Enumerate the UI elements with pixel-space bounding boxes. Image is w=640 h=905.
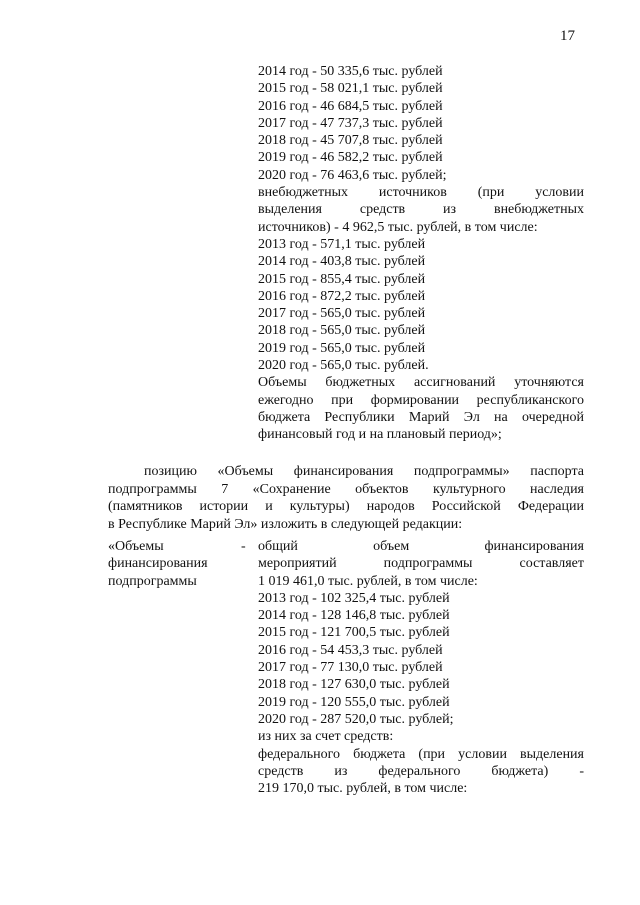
word: финансирования [484, 539, 584, 554]
federal-line-1: федерального бюджета (при условии выделения [258, 746, 584, 762]
word: - [579, 763, 584, 779]
funding-continuation-block [258, 63, 584, 444]
year-line: 2018 год - 127 630,0 тыс. рублей [258, 677, 450, 693]
word: мероприятий [258, 556, 337, 572]
year-line: 2017 год - 47 737,3 тыс. рублей [258, 115, 443, 131]
year-line: 2019 год - 46 582,2 тыс. рублей [258, 150, 443, 166]
year-line: 2014 год - 128 146,8 тыс. рублей [258, 608, 450, 624]
paragraph-line-1: позицию «Объемы финансирования подпрограммы» паспорта [144, 464, 584, 479]
year-line: 2016 год - 54 453,3 тыс. рублей [258, 642, 443, 658]
word: выделения [258, 202, 322, 218]
value-line-2 [258, 555, 584, 572]
year-line: 2018 год - 565,0 тыс. рублей [258, 323, 426, 339]
year-line: 2015 год - 121 700,5 тыс. рублей [258, 625, 450, 641]
note-line-4: финансовый год и на плановый период»; [258, 427, 502, 443]
funding-label-column [108, 538, 248, 590]
year-line: 2019 год - 120 555,0 тыс. рублей [258, 694, 450, 710]
year-line: 2020 год - 287 520,0 тыс. рублей; [258, 711, 454, 727]
year-line: 2014 год - 50 335,6 тыс. рублей [258, 64, 443, 79]
word: из [443, 202, 457, 218]
extrabudget-line-3: источников) - 4 962,5 тыс. рублей, в том числе: [258, 219, 538, 235]
note-line-2: ежегодно при формировании республиканского [258, 392, 584, 408]
paragraph-line-3: (памятников истории и культуры) народов Российской Федерации [108, 499, 584, 514]
year-line: 2016 год - 872,2 тыс. рублей [258, 288, 426, 304]
extrabudget-line-2 [258, 201, 584, 218]
year-line: 2020 год - 76 463,6 тыс. рублей; [258, 167, 447, 183]
word: федерального [378, 763, 461, 779]
label-line-3: подпрограммы [108, 573, 197, 589]
year-line: 2018 год - 45 707,8 тыс. рублей [258, 133, 443, 149]
year-line: 2014 год - 403,8 тыс. рублей [258, 254, 426, 270]
word: объем [373, 539, 410, 554]
value-line-1 [258, 538, 584, 555]
word: (при [477, 185, 505, 201]
word: составляет [519, 556, 584, 572]
label-line-2: финансирования [108, 556, 208, 572]
funding-value-column [258, 538, 584, 797]
year-line: 2020 год - 565,0 тыс. рублей. [258, 358, 429, 374]
year-line: 2013 год - 571,1 тыс. рублей [258, 236, 426, 252]
extrabudget-line-1 [258, 184, 584, 201]
paragraph-line-2: подпрограммы 7 «Сохранение объектов культурного наследия [108, 481, 584, 497]
label-line-1: «Объемы [108, 539, 164, 554]
total-line: 1 019 461,0 тыс. рублей, в том числе: [258, 573, 478, 589]
year-line: 2013 год - 102 325,4 тыс. рублей [258, 590, 450, 606]
federal-line-3: 219 170,0 тыс. рублей, в том числе: [258, 781, 468, 797]
paragraph-line-4: в Республике Марий Эл» изложить в следующей редакции: [108, 516, 463, 532]
note-line-1: Объемы бюджетных ассигнований уточняются [258, 375, 584, 391]
word: источников [378, 185, 447, 201]
word: внебюджетных [258, 185, 349, 201]
federal-line-2 [258, 763, 584, 780]
word: внебюджетных [493, 202, 584, 218]
word: условии [535, 185, 584, 201]
year-line: 2016 год - 46 684,5 тыс. рублей [258, 98, 443, 114]
amendment-paragraph [108, 463, 584, 533]
word: из [334, 763, 348, 779]
year-line: 2017 год - 77 130,0 тыс. рублей [258, 660, 443, 676]
label-dash: - [241, 539, 246, 554]
word: средств [258, 763, 304, 779]
year-line: 2019 год - 565,0 тыс. рублей [258, 340, 426, 356]
word: подпрограммы [383, 556, 473, 572]
page-number: 17 [560, 28, 575, 44]
year-line: 2015 год - 58 021,1 тыс. рублей [258, 81, 443, 97]
note-line-3: бюджета Республики Марий Эл на очередной [258, 409, 584, 425]
sources-line: из них за счет средств: [258, 729, 394, 745]
year-line: 2015 год - 855,4 тыс. рублей [258, 271, 426, 287]
word: бюджета) [491, 763, 549, 779]
word: средств [359, 202, 406, 218]
year-line: 2017 год - 565,0 тыс. рублей [258, 306, 426, 322]
word: общий [258, 539, 298, 554]
